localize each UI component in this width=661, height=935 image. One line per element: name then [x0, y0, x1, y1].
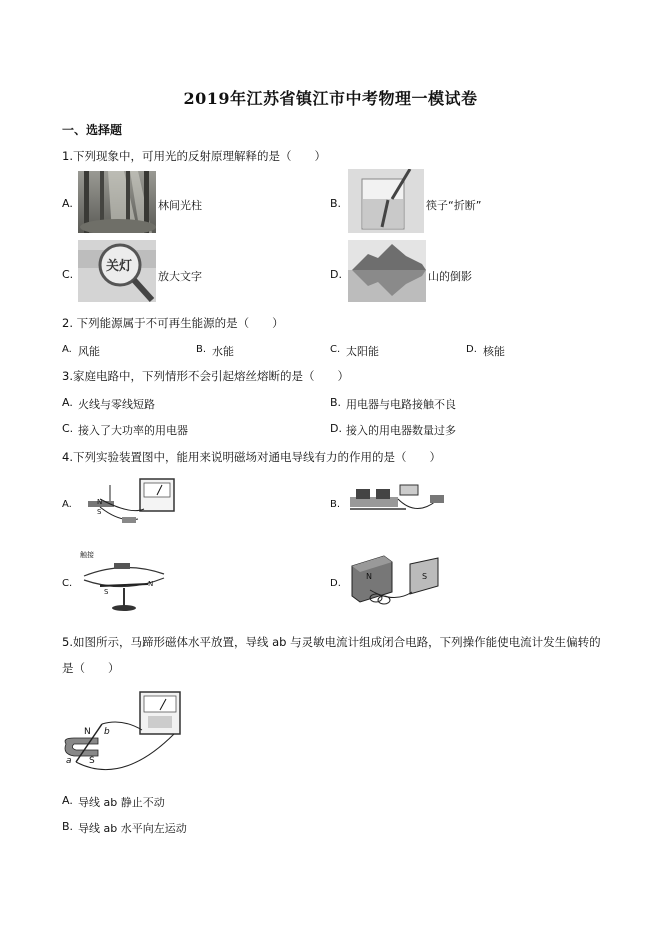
q2-option-a-letter: A.: [62, 344, 72, 355]
d-magnet-s-label: S: [422, 572, 428, 581]
q2-option-b-text: 水能: [212, 345, 234, 358]
question-5-stem-line1: 5.如图所示，马蹄形磁体水平放置，导线 ab 与灵敏电流计组成闭合电路，下列操作能使电流计发生偏转的: [62, 635, 601, 649]
q1-option-c-letter: C.: [62, 268, 74, 281]
q2-option-c-letter: C.: [330, 344, 341, 355]
q3-option-c-letter: C.: [62, 422, 74, 435]
q1-mountain-reflection-image: [348, 240, 426, 302]
needle-n-label: N: [148, 580, 154, 588]
q4-motor-rail-image: [346, 477, 450, 521]
q4-option-a-letter: A.: [62, 499, 72, 510]
q1-forest-light-image: [78, 171, 156, 233]
magnifier-label: 关灯: [106, 259, 133, 274]
needle-s-label: S: [104, 588, 109, 596]
section-heading: 一、选择题: [62, 123, 123, 137]
q5-option-a-letter: A.: [62, 794, 73, 807]
q4-c-caption: 触接: [80, 551, 94, 559]
q1-option-d-text: 山的倒影: [428, 270, 472, 283]
q3-option-a-letter: A.: [62, 396, 73, 409]
question-3-stem: 3.家庭电路中，下列情形不会引起熔丝熔断的是（ ）: [62, 369, 349, 383]
q3-option-b-text: 用电器与电路接触不良: [346, 398, 456, 411]
q3-option-d-text: 接入的用电器数量过多: [346, 424, 456, 437]
question-4-stem: 4.下列实验装置图中，能用来说明磁场对通电导线有力的作用的是（ ）: [62, 450, 441, 464]
question-2-stem: 2. 下列能源属于不可再生能源的是（ ）: [62, 316, 284, 330]
q5-s-label: S: [89, 756, 95, 766]
q1-option-b-letter: B.: [330, 197, 342, 210]
q1-option-d-letter: D.: [330, 268, 342, 281]
q3-option-b-letter: B.: [330, 396, 342, 409]
question-1-stem: 1.下列现象中，可用光的反射原理解释的是（ ）: [62, 149, 326, 163]
magnet-n-label: N: [97, 498, 103, 506]
q4-magnet-coil-image: [348, 548, 444, 610]
q1-option-b-text: 筷子“折断”: [426, 199, 482, 212]
q5-horseshoe-magnet-galvanometer-image: [62, 690, 184, 774]
d-magnet-n-label: N: [366, 572, 372, 581]
q4-option-c-letter: C.: [62, 578, 73, 589]
q1-magnifier-image: [78, 240, 156, 302]
q2-option-a-text: 风能: [78, 345, 100, 358]
q2-option-d-text: 核能: [483, 345, 505, 358]
q4-option-b-letter: B.: [330, 499, 341, 510]
q5-a-label: a: [66, 756, 72, 766]
q5-option-b-letter: B.: [62, 820, 74, 833]
q3-option-a-text: 火线与零线短路: [78, 398, 155, 411]
q5-option-b-text: 导线 ab 水平向左运动: [78, 822, 187, 835]
q4-induction-galvanometer-image: [80, 475, 184, 529]
q1-option-c-text: 放大文字: [158, 270, 202, 283]
q3-option-d-letter: D.: [330, 422, 342, 435]
question-5-stem-line2: 是（ ）: [62, 661, 120, 675]
q2-option-c-text: 太阳能: [346, 345, 379, 358]
q3-option-c-text: 接入了大功率的用电器: [78, 424, 188, 437]
magnet-s-label: S: [97, 508, 102, 516]
q1-option-a-text: 林间光柱: [158, 199, 202, 212]
q5-b-label: b: [104, 727, 110, 737]
q1-chopstick-glass-image: [348, 169, 424, 233]
q5-option-a-text: 导线 ab 静止不动: [78, 796, 165, 809]
q2-option-b-letter: B.: [196, 344, 207, 355]
exam-title: 2019年江苏省镇江市中考物理一模试卷: [183, 89, 478, 108]
q4-option-d-letter: D.: [330, 578, 341, 589]
q2-option-d-letter: D.: [466, 344, 477, 355]
q4-oersted-experiment-image: [78, 550, 174, 616]
q1-option-a-letter: A.: [62, 197, 73, 210]
q5-n-label: N: [84, 727, 91, 737]
